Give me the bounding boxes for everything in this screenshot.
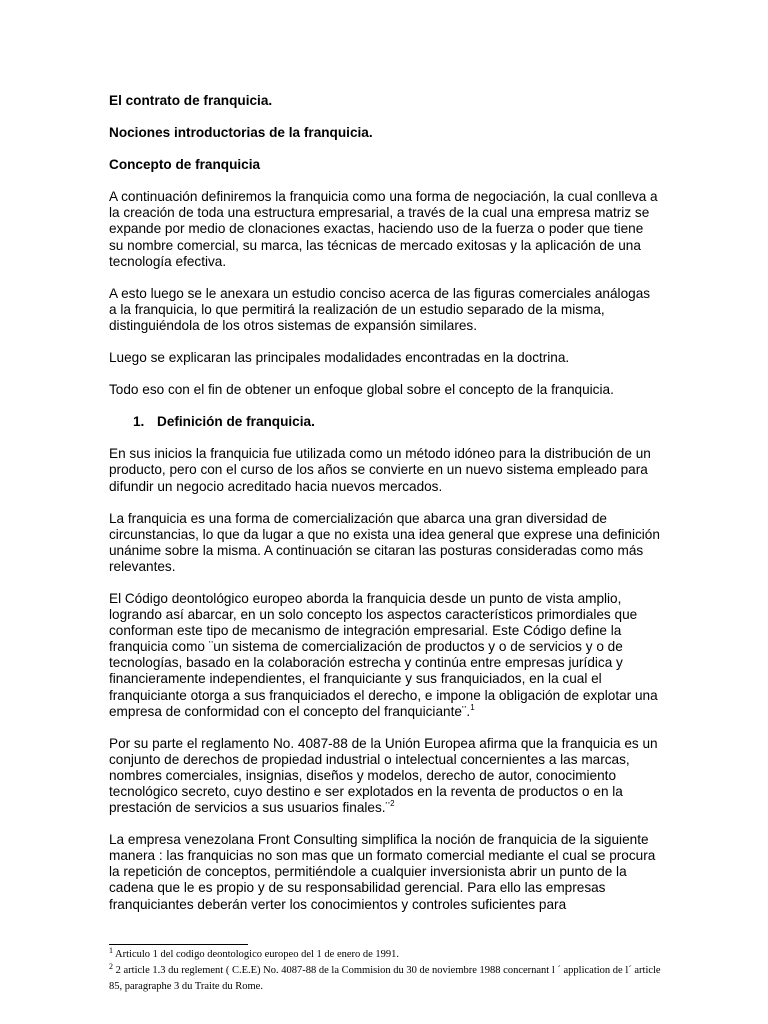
list-number: 1. <box>133 414 145 430</box>
paragraph-1: A continuación definiremos la franquicia como una forma de negociación, la cual conlleva a la creación de toda una estructura empresarial, a través de la cual una empresa matriz se expande por medio de clonaciones exactas, haciendo uso de la fuerza o poder que tiene su nombre comercial, su marca, las técnicas de mercado exitosas y la aplicación de una tecnología efectiva. <box>109 189 658 269</box>
paragraph-8-text: Por su parte el reglamento No. 4087-88 de la Unión Europea afirma que la franquicia es un conjunto de derechos de propiedad industrial o intelectual concernientes a las marcas, nombres comerciales, insignias, diseños y modelos, derecho de autor, conocimiento tecnológico secreto, cuyo destino e ser explotados en la reventa de productos o en la prestación de servicios a sus usuarios finales.¨ <box>109 735 658 816</box>
paragraph-8 <box>109 736 661 816</box>
footnote-2-text: 2 article 1.3 du reglement ( C.E.E) No. 4087-88 de la Commision du 30 de noviembre 1988 concernant l ´ application de l´ article 85, paragraphe 3 du Traite du Rome. <box>109 965 661 992</box>
paragraph-6: La franquicia es una forma de comercialización que abarca una gran diversidad de circunstancias, lo que da lugar a que no exista una idea general que exprese una definición unánime sobre la misma. A continuación se citaran las posturas consideradas como más relevantes. <box>109 510 660 574</box>
footnotes <box>109 944 669 995</box>
footnote-divider <box>109 944 248 945</box>
paragraph-2: A esto luego se le anexara un estudio conciso acerca de las figuras comerciales análogas a la franquicia, lo que permitirá la realización de un estudio separado de la misma, distinguiéndola de los otros sistemas de expansión similares. <box>109 285 651 333</box>
paragraph-4: Todo eso con el fin de obtener un enfoque global sobre el concepto de la franquicia. <box>109 382 614 398</box>
footnote-1-text: Articulo 1 del codigo deontologico europeo del 1 de enero de 1991. <box>113 949 400 960</box>
list-label: Definición de franquicia. <box>157 414 315 430</box>
footnote-ref-2[interactable]: 2 <box>390 799 395 809</box>
footnote-ref-1[interactable]: 1 <box>470 702 475 712</box>
document-title: El contrato de franquicia. <box>109 93 273 108</box>
numbered-heading-1 <box>133 414 661 430</box>
section-heading: Concepto de franquicia <box>109 157 261 173</box>
paragraph-9: La empresa venezolana Front Consulting simplifica la noción de franquicia de la siguiente manera : las franquicias no son mas que un formato comercial mediante el cual se procura la repetición de conceptos, permitiéndole a cualquier inversionista abrir un punto de la cadena que le es propio y de su responsabilidad gerencial. Para ello las empresas franquiciantes deberán verter los conocimientos y controles suficientes para <box>109 832 656 912</box>
paragraph-7 <box>109 591 661 720</box>
paragraph-5: En sus inicios la franquicia fue utilizada como un método idóneo para la distribución de un producto, pero con el curso de los años se convierte en un nuevo sistema empleado para difundir un negocio acreditado hacia nuevos mercados. <box>109 446 651 494</box>
footnote-2 <box>109 963 669 995</box>
footnote-1 <box>109 947 669 963</box>
document-subtitle: Nociones introductorias de la franquicia. <box>109 125 373 141</box>
footnote-2-mark: 2 <box>109 962 113 971</box>
document-body <box>109 93 661 929</box>
footnote-1-mark: 1 <box>109 946 113 955</box>
paragraph-3: Luego se explicaran las principales modalidades encontradas en la doctrina. <box>109 350 570 366</box>
paragraph-7-text: El Código deontológico europeo aborda la franquicia desde un punto de vista amplio, logrando así abarcar, en un solo concepto los aspectos característicos primordiales que conforman este tipo de mecanismo de integración empresarial. Este Código define la franquicia como ¨un sistema de comercialización de productos y o de servicios y o de tecnologías, basado en la colaboración estrecha y continúa entre empresas jurídica y financieramente independientes, el franquiciante y sus franquiciados, en la cual el franquiciante otorga a sus franquiciados el derecho, e impone la obligación de explotar una empresa de conformidad con el concepto del franquiciante¨. <box>109 590 658 719</box>
